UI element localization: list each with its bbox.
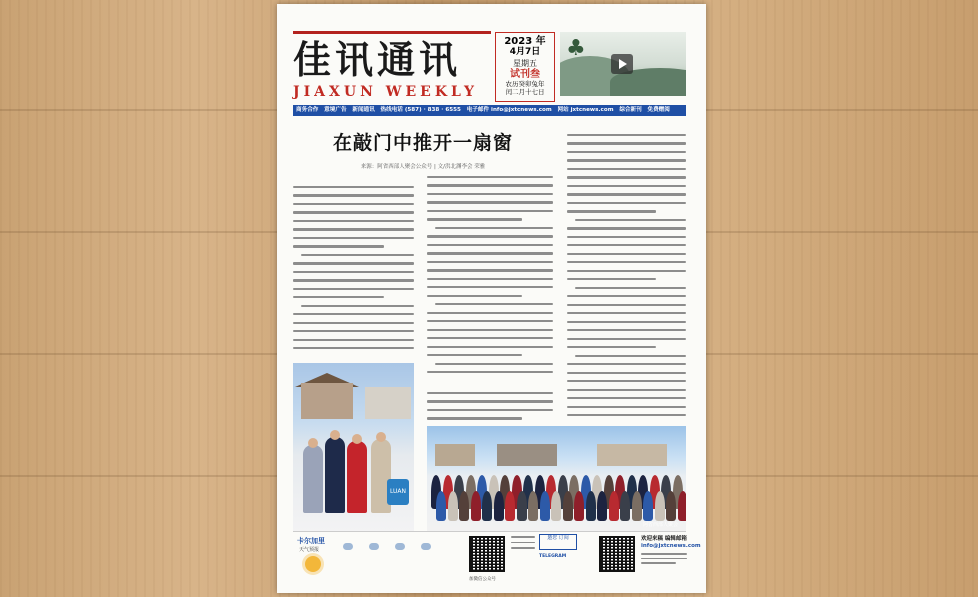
person-head — [352, 434, 362, 444]
cloud-icon — [395, 543, 405, 550]
text-line — [427, 417, 522, 419]
text-line — [567, 142, 686, 144]
text-line — [435, 363, 553, 365]
text-line — [575, 219, 686, 221]
person-head — [376, 432, 386, 442]
building-shape — [597, 444, 667, 466]
newspaper-page — [277, 4, 706, 593]
text-line — [567, 236, 686, 238]
text-line — [427, 329, 553, 331]
text-line — [427, 252, 553, 254]
info-item: 新闻通讯 — [352, 107, 375, 113]
text-line — [567, 253, 686, 255]
text-line — [427, 354, 522, 356]
text-line — [293, 237, 414, 239]
text-line — [567, 134, 686, 136]
text-line — [567, 372, 686, 374]
text-line — [293, 245, 384, 247]
person-figure — [347, 441, 367, 513]
weather-day — [337, 540, 359, 552]
cloud-icon — [343, 543, 353, 550]
text-line — [435, 303, 553, 305]
text-line — [293, 211, 414, 213]
crowd-person — [459, 491, 469, 521]
text-line — [567, 176, 686, 178]
text-line — [567, 321, 686, 323]
weather-subtitle: 天气预报 — [299, 547, 320, 553]
play-icon[interactable] — [611, 54, 633, 74]
date-weekday: 星期五 — [513, 59, 537, 68]
qr-caption: 加微信公众号 — [469, 577, 496, 582]
lunar-date: 闰二月十七日 — [505, 88, 545, 96]
text-line — [567, 210, 656, 212]
text-line — [427, 295, 522, 297]
contact-box — [641, 536, 701, 567]
crowd-person — [678, 491, 687, 521]
article-column-2 — [427, 176, 553, 380]
issue-label: 试刊叁 — [510, 69, 540, 80]
crowd-person — [528, 491, 538, 521]
text-line — [427, 371, 553, 373]
text-line — [567, 159, 686, 161]
info-bar — [293, 105, 686, 116]
crowd-person — [448, 491, 458, 521]
text-line — [567, 329, 686, 331]
text-line — [567, 304, 686, 306]
telegram-qr-code[interactable] — [599, 536, 635, 572]
crowd-person — [505, 491, 515, 521]
text-line — [293, 330, 414, 332]
header-landscape-image — [560, 32, 686, 96]
text-line — [427, 235, 553, 237]
text-line — [293, 279, 414, 281]
article-column-1 — [293, 186, 414, 356]
group-photo-2 — [427, 426, 686, 531]
weather-day — [415, 540, 437, 552]
text-line — [567, 168, 686, 170]
crowd-person — [643, 491, 653, 521]
text-line — [427, 184, 553, 186]
info-item: 商务合作 — [296, 107, 319, 113]
crowd-person — [471, 491, 481, 521]
text-line — [567, 363, 686, 365]
text-line — [427, 346, 553, 348]
text-line — [301, 254, 414, 256]
text-line — [427, 400, 553, 402]
person-head — [330, 430, 340, 440]
text-line — [293, 339, 414, 341]
subscribe-box[interactable] — [539, 534, 577, 550]
sun-icon — [305, 556, 321, 572]
text-line — [427, 210, 553, 212]
subscribe-text — [511, 536, 535, 553]
text-line — [427, 261, 553, 263]
info-item: 综合新刊 — [619, 107, 642, 113]
text-line — [293, 194, 414, 196]
text-line — [567, 261, 686, 263]
text-line — [293, 296, 384, 298]
text-line — [567, 202, 686, 204]
masthead — [293, 31, 491, 103]
text-line — [567, 389, 686, 391]
group-photo-1 — [293, 363, 414, 531]
text-line — [293, 203, 414, 205]
pine-tree-icon: ♣ — [566, 36, 586, 61]
lunar-year: 农历癸卯兔年 — [505, 80, 545, 88]
text-line — [427, 269, 553, 271]
crowd-person — [494, 491, 504, 521]
text-line — [435, 227, 553, 229]
house-shape — [365, 387, 411, 419]
text-line — [567, 185, 686, 187]
text-line — [293, 347, 414, 349]
weather-day — [389, 540, 411, 552]
text-line — [575, 355, 686, 357]
crowd-person — [563, 491, 573, 521]
text-line — [427, 286, 553, 288]
weather-city: 卡尔加里 — [297, 537, 325, 545]
info-item: 免费赠阅 — [647, 107, 670, 113]
text-line — [567, 414, 686, 416]
crowd-person — [551, 491, 561, 521]
text-line — [567, 244, 686, 246]
house-shape — [301, 383, 353, 419]
text-line — [427, 201, 553, 203]
text-line — [427, 193, 553, 195]
text-line — [293, 288, 414, 290]
text-line — [293, 220, 414, 222]
text-line — [567, 295, 686, 297]
text-line — [427, 312, 553, 314]
text-line — [567, 312, 686, 314]
text-line — [575, 287, 686, 289]
subscribe-label: 邀您 订阅 — [547, 535, 569, 541]
text-line — [567, 193, 686, 195]
crowd-person — [436, 491, 446, 521]
info-item: 热线电话 (587) · 838 · 6555 — [380, 107, 461, 113]
crowd-person — [620, 491, 630, 521]
text-line — [293, 322, 414, 324]
text-line — [567, 151, 686, 153]
text-line — [427, 392, 553, 394]
crowd-person — [609, 491, 619, 521]
crowd-person — [586, 491, 596, 521]
crowd-person — [597, 491, 607, 521]
crowd-person — [540, 491, 550, 521]
text-line — [293, 262, 414, 264]
text-line — [567, 397, 686, 399]
wechat-qr-code[interactable] — [469, 536, 505, 572]
article-source: 来源：阿省西部人聚会公众号 | 文/洪北渊李会 荣雅 — [360, 164, 486, 170]
weather-day — [363, 540, 385, 552]
text-line — [567, 278, 656, 280]
article-headline: 在敲门中推开一扇窗 — [332, 132, 513, 154]
date-box — [495, 32, 555, 102]
crowd-person — [482, 491, 492, 521]
text-line — [293, 271, 414, 273]
text-line — [427, 218, 522, 220]
person-figure — [325, 437, 345, 513]
contact-email[interactable]: info@jxtcnews.com — [641, 543, 701, 549]
crowd-person — [666, 491, 676, 521]
text-line — [567, 270, 686, 272]
info-item: 电子邮件 info@jxtcnews.com — [466, 107, 552, 113]
tote-bag: LUAN — [387, 479, 409, 505]
text-line — [427, 409, 553, 411]
article-column-3 — [567, 134, 686, 422]
text-line — [427, 320, 553, 322]
crowd-person — [655, 491, 665, 521]
cloud-icon — [421, 543, 431, 550]
contact-title: 欢迎来稿 编辑邮箱 — [641, 536, 687, 542]
text-line — [567, 406, 686, 408]
masthead-title-cn: 佳讯通讯 — [293, 37, 462, 82]
crowd-person — [517, 491, 527, 521]
text-line — [427, 176, 553, 178]
person-figure — [303, 445, 323, 513]
text-line — [567, 227, 686, 229]
text-line — [567, 346, 656, 348]
telegram-label: TELEGRAM — [539, 554, 567, 559]
date-month-day: 4月7日 — [509, 47, 541, 57]
building-shape — [435, 444, 475, 466]
bottom-bar — [293, 531, 701, 587]
person-head — [308, 438, 318, 448]
text-line — [427, 337, 553, 339]
info-item: 网站 jxtcnews.com — [557, 107, 614, 113]
text-line — [567, 380, 686, 382]
info-item: 意境广告 — [324, 107, 347, 113]
building-shape — [497, 444, 557, 466]
text-line — [427, 244, 553, 246]
text-line — [567, 338, 686, 340]
crowd-person — [632, 491, 642, 521]
masthead-title-en: JIAXUN WEEKLY — [293, 84, 478, 100]
text-line — [427, 278, 553, 280]
cloud-icon — [369, 543, 379, 550]
text-line — [293, 228, 414, 230]
crowd-person — [574, 491, 584, 521]
date-year: 2023 年 — [504, 36, 546, 47]
text-line — [301, 305, 414, 307]
photo-watermark: 阿省西部人聚会 — [642, 522, 678, 528]
text-line — [293, 313, 414, 315]
article-column-2-end — [427, 392, 553, 426]
crowd — [427, 473, 686, 523]
text-line — [293, 186, 414, 188]
